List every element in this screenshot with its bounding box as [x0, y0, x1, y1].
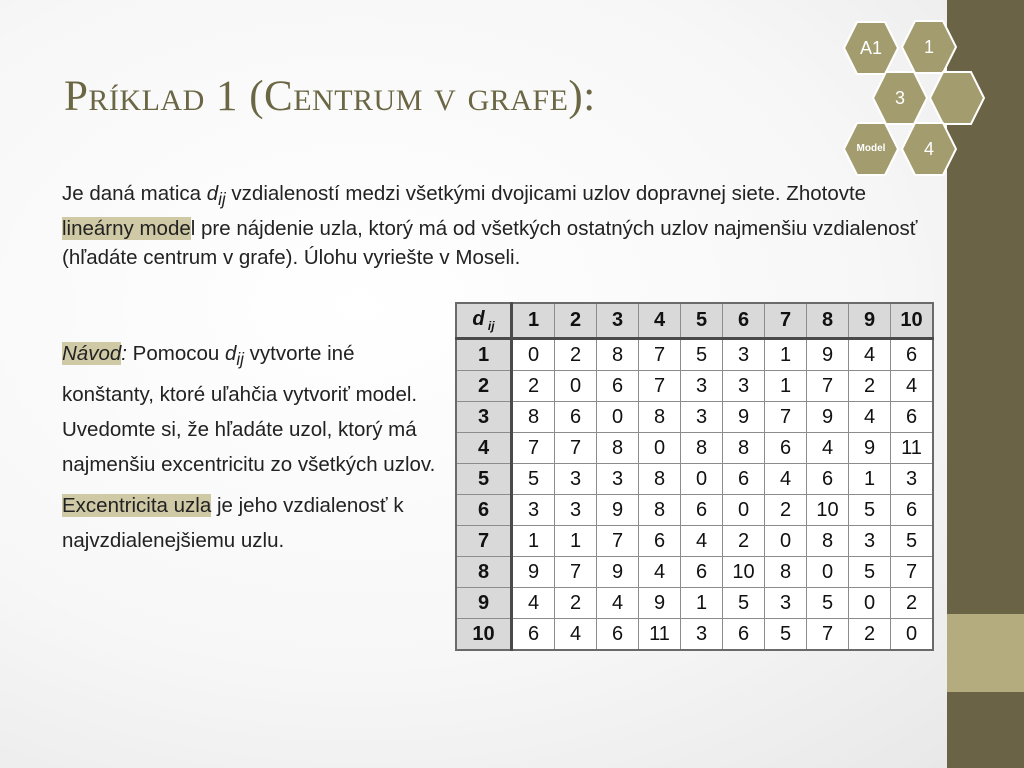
- matrix-cell: 4: [681, 526, 723, 557]
- matrix-cell: 7: [639, 339, 681, 371]
- hint-symbol-ij: ij: [236, 350, 244, 370]
- intro-text-3: pre nájdenie uzla, ktorý má od všetkých ostatných uzlov najmenšiu vzdialenosť (hľadáte centrum v grafe). Úlohu vyriešte v Moseli.: [62, 217, 918, 270]
- matrix-symbol: [206, 182, 226, 210]
- matrix-cell: 7: [555, 557, 597, 588]
- matrix-col-header: 5: [681, 303, 723, 339]
- matrix-row-header: 3: [456, 402, 512, 433]
- intro-text-1: Je daná matica: [62, 182, 207, 205]
- matrix-cell: 6: [723, 619, 765, 651]
- matrix-cell: 2: [512, 371, 555, 402]
- matrix-cell: 3: [765, 588, 807, 619]
- matrix-cell: 9: [597, 495, 639, 526]
- matrix-cell: 2: [891, 588, 934, 619]
- matrix-cell: 11: [891, 433, 934, 464]
- matrix-cell: 3: [681, 371, 723, 402]
- matrix-cell: 6: [639, 526, 681, 557]
- matrix-corner: [456, 303, 512, 339]
- matrix-cell: 8: [597, 339, 639, 371]
- matrix-cell: 2: [723, 526, 765, 557]
- matrix-cell: 0: [765, 526, 807, 557]
- matrix-cell: 10: [807, 495, 849, 526]
- slide-title: Príklad 1 (Centrum v grafe):: [64, 73, 596, 120]
- matrix-cell: 8: [597, 433, 639, 464]
- matrix-cell: 8: [765, 557, 807, 588]
- matrix-cell: 3: [849, 526, 891, 557]
- matrix-cell: 8: [639, 464, 681, 495]
- matrix-cell: 2: [555, 339, 597, 371]
- matrix-cell: 3: [681, 619, 723, 651]
- matrix-cell: 3: [723, 339, 765, 371]
- matrix-cell: 6: [807, 464, 849, 495]
- matrix-cell: 3: [555, 495, 597, 526]
- hex-nav-empty[interactable]: [929, 70, 985, 126]
- matrix-cell: 2: [555, 588, 597, 619]
- matrix-cell: 6: [597, 371, 639, 402]
- matrix-cell: 7: [597, 526, 639, 557]
- matrix-cell: 6: [765, 433, 807, 464]
- matrix-cell: 0: [723, 495, 765, 526]
- matrix-cell: 5: [512, 464, 555, 495]
- matrix-cell: 8: [681, 433, 723, 464]
- hex-nav-1-label: 1: [923, 37, 934, 57]
- side-accent-bar-light: [947, 614, 1024, 692]
- matrix-row-header: 1: [456, 339, 512, 371]
- matrix-cell: 0: [849, 588, 891, 619]
- hex-nav-a1[interactable]: [843, 20, 899, 76]
- matrix-cell: 11: [639, 619, 681, 651]
- excentricity-term: Excentricita uzla: [62, 494, 212, 518]
- matrix-cell: 8: [512, 402, 555, 433]
- matrix-body: [456, 339, 933, 651]
- matrix-col-header: 1: [512, 303, 555, 339]
- matrix-cell: 5: [891, 526, 934, 557]
- hint-text-2: vytvorte iné konštanty, ktoré uľahčia vytvoriť model. Uvedomte si, že hľadáte uzol, ktorý má najmenšiu excentricitu zo všetkých uzlov.: [62, 342, 436, 477]
- matrix-cell: 6: [597, 619, 639, 651]
- table-row: [456, 464, 933, 495]
- matrix-cell: 6: [723, 464, 765, 495]
- matrix-row-header: 6: [456, 495, 512, 526]
- hex-nav-3[interactable]: [872, 70, 928, 126]
- matrix-cell: 4: [765, 464, 807, 495]
- matrix-cell: 1: [765, 371, 807, 402]
- hint-column: [62, 336, 452, 558]
- matrix-cell: 6: [512, 619, 555, 651]
- matrix-cell: 9: [849, 433, 891, 464]
- table-row: [456, 371, 933, 402]
- matrix-row-header: 8: [456, 557, 512, 588]
- table-row: [456, 402, 933, 433]
- hint-paragraph: [62, 336, 452, 482]
- matrix-cell: 2: [849, 619, 891, 651]
- matrix-col-header: 2: [555, 303, 597, 339]
- hex-nav-4-label: 4: [923, 139, 934, 159]
- matrix-cell: 9: [807, 339, 849, 371]
- matrix-cell: 5: [849, 557, 891, 588]
- corner-ij: ij: [484, 319, 495, 333]
- matrix-cell: 5: [765, 619, 807, 651]
- matrix-cell: 7: [807, 371, 849, 402]
- matrix-cell: 10: [723, 557, 765, 588]
- matrix-col-header: 4: [639, 303, 681, 339]
- table-row: [456, 619, 933, 651]
- matrix-cell: 0: [555, 371, 597, 402]
- matrix-cell: 4: [849, 339, 891, 371]
- hint-text-1: Pomocou: [126, 342, 225, 365]
- matrix-cell: 0: [681, 464, 723, 495]
- hex-nav-model-label: Model: [856, 143, 886, 154]
- matrix-cell: 3: [891, 464, 934, 495]
- matrix-header-row: [456, 303, 933, 339]
- hint-colon: :: [121, 342, 127, 365]
- matrix-cell: 2: [849, 371, 891, 402]
- symbol-ij: ij: [218, 190, 226, 210]
- hint-symbol: [224, 342, 244, 370]
- hexagon-shape: [929, 70, 985, 126]
- matrix-cell: 1: [555, 526, 597, 557]
- hex-nav-3-label: 3: [894, 88, 905, 108]
- matrix-col-header: 8: [807, 303, 849, 339]
- matrix-row-header: 5: [456, 464, 512, 495]
- matrix-cell: 4: [555, 619, 597, 651]
- matrix-cell: 5: [849, 495, 891, 526]
- symbol-d: d: [206, 182, 219, 205]
- matrix-cell: 7: [807, 619, 849, 651]
- matrix-cell: 9: [723, 402, 765, 433]
- matrix-cell: 1: [681, 588, 723, 619]
- matrix-cell: 7: [555, 433, 597, 464]
- table-row: [456, 433, 933, 464]
- matrix-col-header: 7: [765, 303, 807, 339]
- matrix-cell: 9: [597, 557, 639, 588]
- matrix-cell: 0: [639, 433, 681, 464]
- matrix-cell: 0: [512, 339, 555, 371]
- matrix-cell: 0: [807, 557, 849, 588]
- highlight-linear-model: lineárny mode: [62, 217, 191, 241]
- matrix-row-header: 7: [456, 526, 512, 557]
- table-row: [456, 557, 933, 588]
- matrix-cell: 6: [681, 495, 723, 526]
- matrix-cell: 5: [807, 588, 849, 619]
- matrix-cell: 3: [597, 464, 639, 495]
- matrix-cell: 4: [849, 402, 891, 433]
- excentricity-paragraph: [62, 488, 452, 558]
- matrix-cell: 0: [891, 619, 934, 651]
- table-row: [456, 588, 933, 619]
- matrix-row-header: 10: [456, 619, 512, 651]
- matrix-cell: 9: [639, 588, 681, 619]
- matrix-cell: 4: [807, 433, 849, 464]
- matrix-cell: 4: [639, 557, 681, 588]
- table-row: [456, 339, 933, 371]
- matrix-cell: 7: [512, 433, 555, 464]
- matrix-cell: 5: [681, 339, 723, 371]
- matrix-cell: 8: [639, 495, 681, 526]
- hex-nav-1[interactable]: [901, 19, 957, 75]
- matrix-cell: 2: [765, 495, 807, 526]
- matrix-cell: 6: [891, 495, 934, 526]
- matrix-cell: 7: [639, 371, 681, 402]
- table-row: [456, 526, 933, 557]
- matrix-cell: 9: [512, 557, 555, 588]
- matrix-cell: 7: [765, 402, 807, 433]
- matrix-row-header: 9: [456, 588, 512, 619]
- hint-label: Návod: [62, 342, 122, 365]
- matrix-cell: 4: [512, 588, 555, 619]
- matrix-cell: 0: [597, 402, 639, 433]
- matrix-cell: 8: [807, 526, 849, 557]
- matrix-row-header: 4: [456, 433, 512, 464]
- matrix-col-header: 3: [597, 303, 639, 339]
- highlight-linear-model-end: l: [190, 217, 196, 241]
- matrix-cell: 3: [723, 371, 765, 402]
- matrix-cell: 6: [891, 402, 934, 433]
- matrix-cell: 6: [891, 339, 934, 371]
- matrix-col-header: 9: [849, 303, 891, 339]
- matrix-col-header: 6: [723, 303, 765, 339]
- hex-nav-model[interactable]: [843, 121, 899, 177]
- matrix-cell: 1: [512, 526, 555, 557]
- matrix-cell: 3: [512, 495, 555, 526]
- hint-symbol-d: d: [224, 342, 237, 365]
- matrix-cell: 3: [555, 464, 597, 495]
- task-description: [62, 179, 942, 272]
- matrix-cell: 4: [597, 588, 639, 619]
- matrix-cell: 8: [723, 433, 765, 464]
- matrix-cell: 7: [891, 557, 934, 588]
- hex-nav-a1-label: A1: [859, 38, 883, 58]
- intro-text-2: vzdialeností medzi všetkými dvojicami uzlov dopravnej siete. Zhotovte: [225, 182, 867, 205]
- matrix-cell: 6: [555, 402, 597, 433]
- matrix-cell: 4: [891, 371, 934, 402]
- corner-d: d: [472, 308, 485, 330]
- matrix-cell: 8: [639, 402, 681, 433]
- matrix-cell: 1: [849, 464, 891, 495]
- matrix-cell: 5: [723, 588, 765, 619]
- excentricity-text: je jeho vzdialenosť k najvzdialenejšiemu uzlu.: [62, 494, 404, 553]
- matrix-cell: 1: [765, 339, 807, 371]
- hex-nav-4[interactable]: [901, 121, 957, 177]
- matrix-row-header: 2: [456, 371, 512, 402]
- table-row: [456, 495, 933, 526]
- matrix-cell: 6: [681, 557, 723, 588]
- distance-matrix: [455, 302, 934, 651]
- matrix-cell: 9: [807, 402, 849, 433]
- matrix-cell: 3: [681, 402, 723, 433]
- matrix-col-header: 10: [891, 303, 934, 339]
